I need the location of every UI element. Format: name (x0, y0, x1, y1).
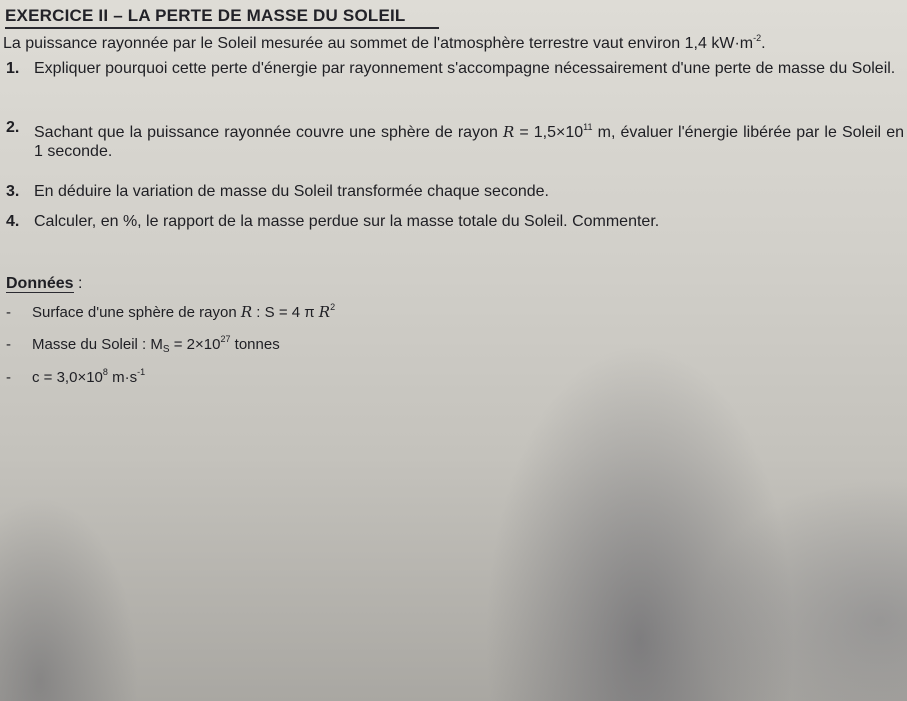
question-text: Calculer, en %, le rapport de la masse perdue sur la masse totale du Soleil. Commenter. (34, 213, 660, 230)
question-number: 1. (6, 60, 20, 77)
question-4 (6, 212, 904, 231)
intro-paragraph (3, 33, 766, 53)
radius-variable: R (240, 303, 253, 321)
donnee-label: Masse du Soleil : (32, 336, 147, 353)
donnee-surface (6, 302, 335, 321)
donnee-label: Surface d'une sphère de rayon (32, 304, 237, 321)
radius-variable: R (502, 123, 515, 141)
donnee-masse (6, 334, 280, 355)
question-text: En déduire la variation de masse du Soleil transformée chaque seconde. (34, 183, 549, 200)
question-3 (6, 182, 904, 201)
speed-unit-exponent: -1 (137, 367, 146, 377)
intro-end: . (761, 35, 766, 52)
question-text (34, 118, 904, 161)
radius-unit: m (592, 124, 611, 141)
mass-symbol: M (150, 336, 163, 353)
mass-formula: = 2×10 (169, 336, 221, 353)
donnee-celerite (6, 367, 145, 386)
mass-exponent: 27 (220, 334, 231, 344)
intro-value: 1,4 kW·m (684, 35, 754, 52)
question-number: 4. (6, 213, 20, 230)
question-number: 3. (6, 183, 20, 200)
donnees-title: Données (6, 275, 74, 292)
formula-exponent: 2 (330, 302, 336, 312)
exercise-title: EXERCICE II – LA PERTE DE MASSE DU SOLEIL (5, 6, 406, 25)
question-text-before: Sachant que la puissance rayonnée couvre une sphère de rayon (34, 124, 498, 141)
question-number: 2. (6, 119, 20, 136)
speed-exponent: 8 (102, 367, 108, 377)
radius-value: = 1,5×10 (514, 124, 584, 141)
donnees-colon: : (73, 275, 83, 292)
intro-text: La puissance rayonnée par le Soleil mesurée au sommet de l'atmosphère terrestre vaut environ (3, 35, 681, 52)
title-underline (5, 27, 439, 29)
speed-unit: m·s (107, 369, 138, 386)
radius-exponent: 11 (583, 122, 593, 132)
question-1 (6, 59, 904, 78)
surface-formula: : S = 4 π (252, 304, 319, 321)
mass-subscript: S (162, 344, 170, 355)
bullet-dash: - (6, 304, 11, 321)
donnees-heading (6, 275, 82, 293)
question-text-after: , évaluer l'énergie libérée par le Soleil en 1 seconde. (34, 124, 904, 160)
speed-formula: c = 3,0×10 (32, 369, 103, 386)
mass-unit: tonnes (230, 336, 280, 353)
intro-exponent: -2 (753, 33, 762, 43)
formula-variable: R (318, 303, 331, 321)
question-2 (6, 118, 904, 161)
bullet-dash: - (6, 369, 11, 386)
bullet-dash: - (6, 336, 11, 353)
question-text: Expliquer pourquoi cette perte d'énergie par rayonnement s'accompagne nécessairement d'une perte de masse du Soleil. (34, 60, 896, 77)
